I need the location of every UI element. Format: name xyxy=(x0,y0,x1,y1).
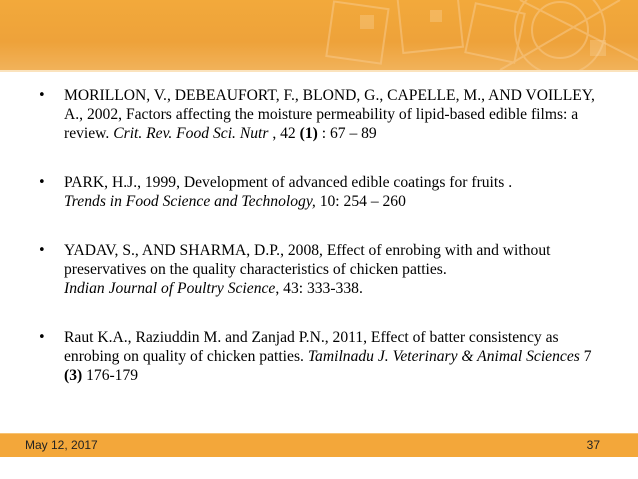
reference-item xyxy=(38,173,598,211)
header-band xyxy=(0,0,638,70)
reference-authors: PARK, H.J., 1999, Development of advanced edible coatings for fruits . xyxy=(64,174,513,191)
bullet: • xyxy=(38,175,46,190)
reference-list xyxy=(38,86,598,415)
footer-bar xyxy=(0,433,638,457)
reference-pages: : 67 – 89 xyxy=(321,125,377,142)
reference-pages: 10: 254 – 260 xyxy=(319,193,406,210)
reference-authors: Raut K.A., Raziuddin M. and Zanjad P.N., 2011, Effect of batter consistency as enrobing on quality of chicken patties. xyxy=(64,329,559,365)
bullet: • xyxy=(38,330,46,345)
reference-volume: 7 xyxy=(583,348,592,365)
decorative-grid-icon xyxy=(0,0,638,70)
footer-date: May 12, 2017 xyxy=(25,438,98,452)
reference-issue: (1) xyxy=(299,125,318,142)
reference-pages: , 43: 333-338. xyxy=(275,280,363,297)
reference-issue: (3) xyxy=(64,367,83,384)
reference-item xyxy=(38,328,598,385)
reference-journal: Tamilnadu J. Veterinary & Animal Sciences xyxy=(307,348,580,365)
reference-item xyxy=(38,86,598,143)
page-number: 37 xyxy=(586,438,600,452)
bullet: • xyxy=(38,88,46,103)
reference-volume: , 42 xyxy=(272,125,296,142)
bottom-margin xyxy=(0,457,638,479)
reference-authors: MORILLON, V., DEBEAUFORT, F., BLOND, G., CAPELLE, M., AND VOILLEY, A., 2002, Factors affecting the moisture permeability of lipid-based edible films: a review. xyxy=(64,87,595,142)
bullet: • xyxy=(38,243,46,258)
reference-authors: YADAV, S., AND SHARMA, D.P., 2008, Effect of enrobing with and without preservatives on the quality characteristics of chicken patties. xyxy=(64,242,551,278)
header-divider xyxy=(0,70,638,72)
reference-item xyxy=(38,241,598,298)
reference-pages: 176-179 xyxy=(86,367,139,384)
reference-journal: Indian Journal of Poultry Science xyxy=(64,280,276,297)
reference-journal: Crit. Rev. Food Sci. Nutr xyxy=(113,125,269,142)
reference-journal: Trends in Food Science and Technology, xyxy=(64,193,316,210)
